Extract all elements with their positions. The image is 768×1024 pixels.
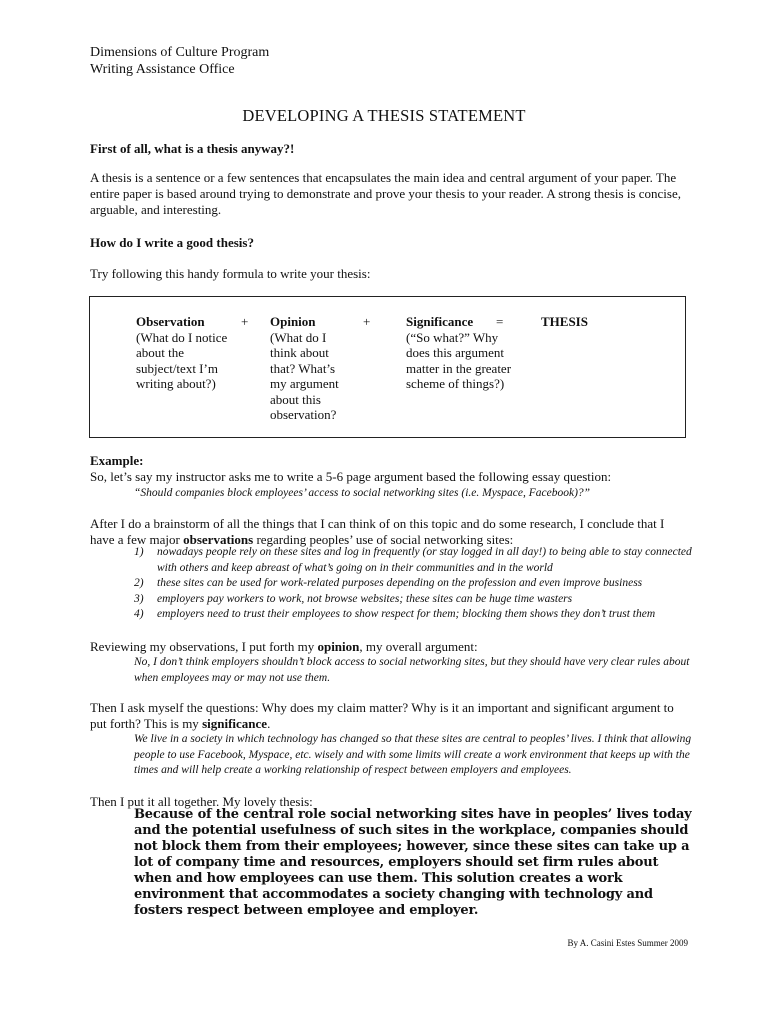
significance-text: We live in a society in which technology has changed so that these sites are central to peoples’ lives. I think that allowing people to use Facebook, Myspace, etc. wisely and with some limits will create a work environment that keeps up with the times and will help create a working relationship of respect between employers and employees.	[134, 733, 692, 776]
list-item: 2) these sites can be used for work-related purposes depending on the profession and even improve business	[134, 577, 643, 589]
final-thesis: Because of the central role social networking sites have in peoples’ lives today and the potential usefulness of such sites in the workplace, companies should not block them from their employees; however, since these sites can take up a lot of company time and resources, employers should set firm rules about when and how employees can use them. This solution creates a work environment that accommodates a society changing with technology and fosters respect between employee and employer.	[134, 807, 692, 918]
significance-desc: (“So what?” Why does this argument matter in the greater scheme of things?)	[406, 329, 512, 391]
plus-sign-1: +	[241, 314, 249, 329]
list-item: 3) employers pay workers to work, not browse websites; these sites can be huge time wasters	[134, 592, 573, 605]
office-name: Writing Assistance Office	[90, 62, 235, 77]
example-heading: Example:	[90, 453, 144, 468]
page-title: DEVELOPING A THESIS STATEMENT	[242, 106, 526, 125]
example-intro: So, let’s say my instructor asks me to write a 5-6 page argument based the following essay question:	[90, 469, 612, 484]
section-heading-what-is-thesis: First of all, what is a thesis anyway?!	[90, 141, 295, 156]
author-credit: By A. Casini Estes Summer 2009	[567, 938, 688, 948]
opinion-desc: (What do I think about that? What’s my argument about this observation?	[270, 329, 339, 422]
list-item: 4) employers need to trust their employees to show respect for them; blocking them shows they don’t trust them	[134, 608, 656, 620]
significance-title: Significance	[406, 314, 474, 329]
thesis-intro: Then I put it all together. My lovely thesis:	[90, 794, 313, 809]
opinion-text: No, I don’t think employers shouldn’t block access to social networking sites, but they should have very clear rules about when employees may or may not use them.	[134, 656, 690, 684]
observation-desc: (What do I notice about the subject/text I’m writing about?)	[136, 329, 228, 391]
formula-intro: Try following this handy formula to write your thesis:	[90, 266, 371, 281]
observations-intro: After I do a brainstorm of all the things that I can think of on this topic and do some research, I conclude that I have a few major observations regarding peoples’ use of social networking sites:	[90, 516, 665, 547]
significance-intro: Then I ask myself the questions: Why does my claim matter? Why is it an important and significant argument to put forth? This is my significance.	[90, 700, 674, 731]
observation-title: Observation	[136, 314, 205, 329]
opinion-intro: Reviewing my observations, I put forth my opinion, my overall argument:	[90, 639, 478, 654]
list-item: 1) nowadays people rely on these sites and log in frequently (or stay logged in all day!) to being able to stay connected with others and keep abreast of what’s going on in their communities and in the world	[134, 546, 692, 574]
observation-column	[136, 314, 236, 392]
thesis-result: THESIS	[541, 314, 588, 329]
opinion-column	[270, 314, 352, 423]
observations-list	[134, 545, 694, 623]
section-heading-how-to-write: How do I write a good thesis?	[90, 235, 254, 250]
thesis-definition: A thesis is a sentence or a few sentences that encapsulates the main idea and central argument of your paper. The entire paper is based around trying to demonstrate and prove your thesis to your reader. A strong thesis is concise, arguable, and interesting.	[90, 170, 681, 217]
essay-question: “Should companies block employees’ access to social networking sites (i.e. Myspace, Facebook)?”	[134, 487, 591, 499]
plus-sign-2: +	[363, 314, 371, 329]
program-name: Dimensions of Culture Program	[90, 45, 270, 60]
formula-box	[89, 296, 686, 438]
opinion-title: Opinion	[270, 314, 316, 329]
equals-sign: =	[496, 314, 504, 329]
